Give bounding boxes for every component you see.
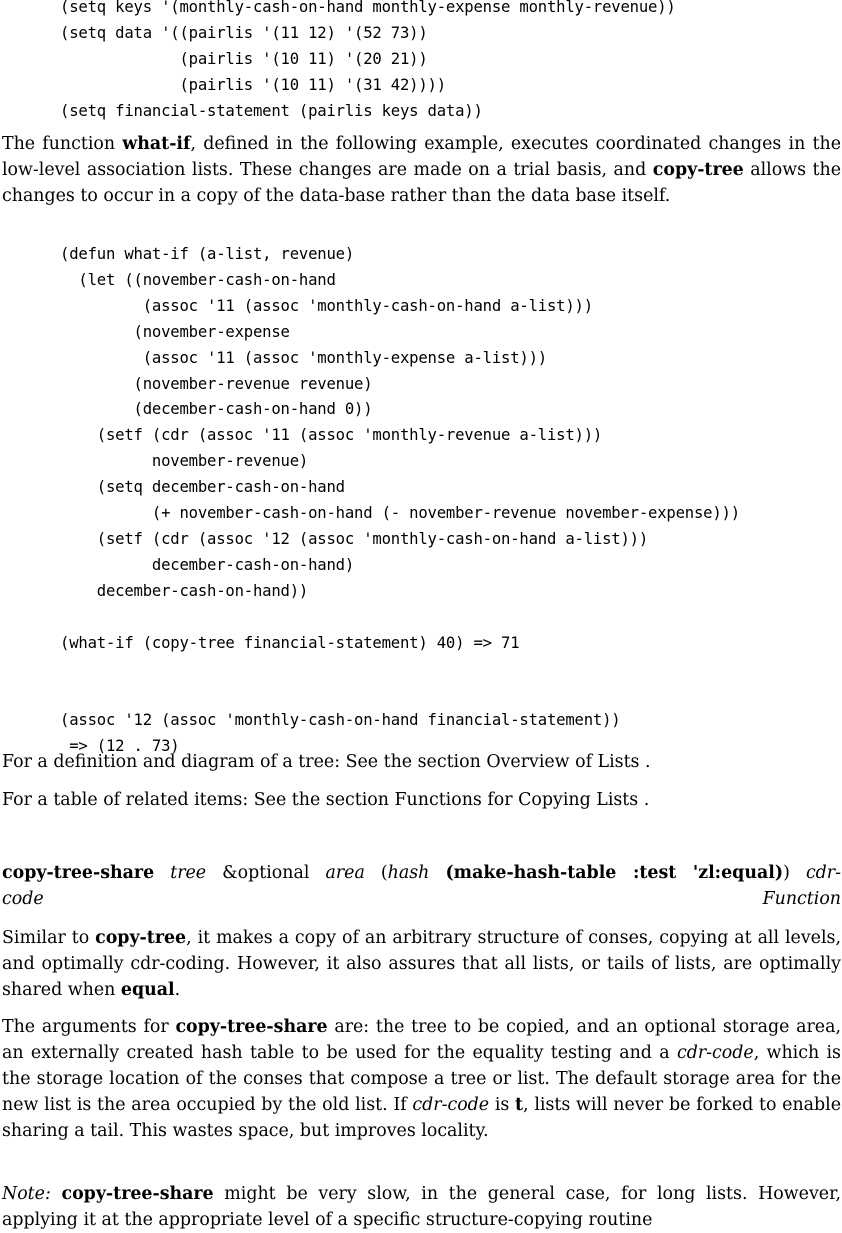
definition-kind: Function <box>762 889 841 909</box>
code-line: (setf (cdr (assoc '11 (assoc 'monthly-revenue a-list))) <box>60 426 603 445</box>
code-block-what-if <box>60 242 740 760</box>
code-line: (pairlis '(10 11) '(31 42)))) <box>60 75 446 94</box>
term-copy-tree: copy-tree <box>652 160 744 180</box>
code-line: december-cash-on-hand)) <box>60 581 309 600</box>
note-label: Note: <box>2 1184 51 1204</box>
paragraph-arguments: The arguments for copy-tree-share are: the tree to be copied, and an optional storage area, an externally created hash table to be used for the equality testing and a cdr-code, which is the storage location of the conses that compose a tree or list. The default storage area for the new list is the area occupied by the old list. If cdr-code is t, lists will never be forked to enable sharing a tail. This wastes space, but improves locality. <box>2 1017 842 1141</box>
term-copy-tree-share: copy-tree-share <box>61 1184 214 1204</box>
arg-area: area <box>325 863 365 883</box>
optional-keyword: &optional <box>222 863 310 883</box>
arg-cdr-code: cdr- <box>805 863 841 883</box>
see-also-tree: For a definition and diagram of a tree: See the section Overview of Lists . <box>2 752 651 772</box>
code-line: => (12 . 73) <box>60 737 180 756</box>
code-line: (november-revenue revenue) <box>60 374 373 393</box>
paragraph-note: Note: copy-tree-share might be very slow, in the general case, for long lists. However, applying it at the appropriate level of a specific structure-copying routine <box>2 1184 841 1230</box>
arg-cdr-code-cont: code <box>2 889 44 909</box>
term-copy-tree: copy-tree <box>95 928 187 948</box>
code-line: (assoc '11 (assoc 'monthly-expense a-list))) <box>60 348 547 367</box>
code-line: (setq data '((pairlis '(11 12) '(52 73)) <box>60 23 428 42</box>
arg-tree: tree <box>170 863 207 883</box>
code-block-setq <box>60 0 676 125</box>
code-line: (what-if (copy-tree financial-statement) 40) => 71 <box>60 633 520 652</box>
code-line: (assoc '12 (assoc 'monthly-cash-on-hand financial-statement)) <box>60 711 621 730</box>
code-line: (november-expense <box>60 322 290 341</box>
term-what-if: what-if <box>122 134 191 154</box>
code-line: (pairlis '(10 11) '(20 21)) <box>60 49 428 68</box>
code-line: (setf (cdr (assoc '12 (assoc 'monthly-cash-on-hand a-list))) <box>60 529 649 548</box>
code-line: (setq december-cash-on-hand <box>60 478 345 497</box>
term-cdr-code: cdr-code <box>676 1043 754 1063</box>
definition-header: copy-tree-share tree &optional area (hash (make-hash-table :test 'zl:equal)) cdr- <box>2 863 841 883</box>
paragraph-what-if: The function what-if, defined in the following example, executes coordinated changes in the low-level association lists. These changes are made on a trial basis, and copy-tree allows the changes to occur in a copy of the data-base rather than the data base itself. <box>2 134 841 206</box>
code-line: (assoc '11 (assoc 'monthly-cash-on-hand a-list))) <box>60 296 593 315</box>
term-t: t <box>515 1095 524 1115</box>
term-cdr-code: cdr-code <box>412 1095 490 1115</box>
code-line: (setq financial-statement (pairlis keys data)) <box>60 101 483 120</box>
code-line: december-cash-on-hand) <box>60 555 355 574</box>
code-line: (defun what-if (a-list, revenue) <box>60 245 355 263</box>
term-equal: equal <box>120 980 175 1000</box>
code-line: (setq keys '(monthly-cash-on-hand monthly-expense monthly-revenue)) <box>60 0 676 16</box>
see-also-table: For a table of related items: See the section Functions for Copying Lists . <box>2 790 650 810</box>
paragraph-similar: Similar to copy-tree, it makes a copy of an arbitrary structure of conses, copying at all levels, and optimally cdr-coding. However, it also assures that all lists, or tails of lists, are optimally shared when equal. <box>2 928 841 1000</box>
code-line: (+ november-cash-on-hand (- november-revenue november-expense))) <box>60 504 740 523</box>
code-line: (december-cash-on-hand 0)) <box>60 400 373 419</box>
term-copy-tree-share: copy-tree-share <box>175 1017 328 1037</box>
code-line: november-revenue) <box>60 452 309 471</box>
code-line: (let ((november-cash-on-hand <box>60 270 336 289</box>
default-hash: (make-hash-table :test 'zl:equal) <box>445 863 784 883</box>
definition-header-line2 <box>2 886 841 912</box>
arg-hash: hash <box>387 863 430 883</box>
function-name: copy-tree-share <box>2 863 155 883</box>
